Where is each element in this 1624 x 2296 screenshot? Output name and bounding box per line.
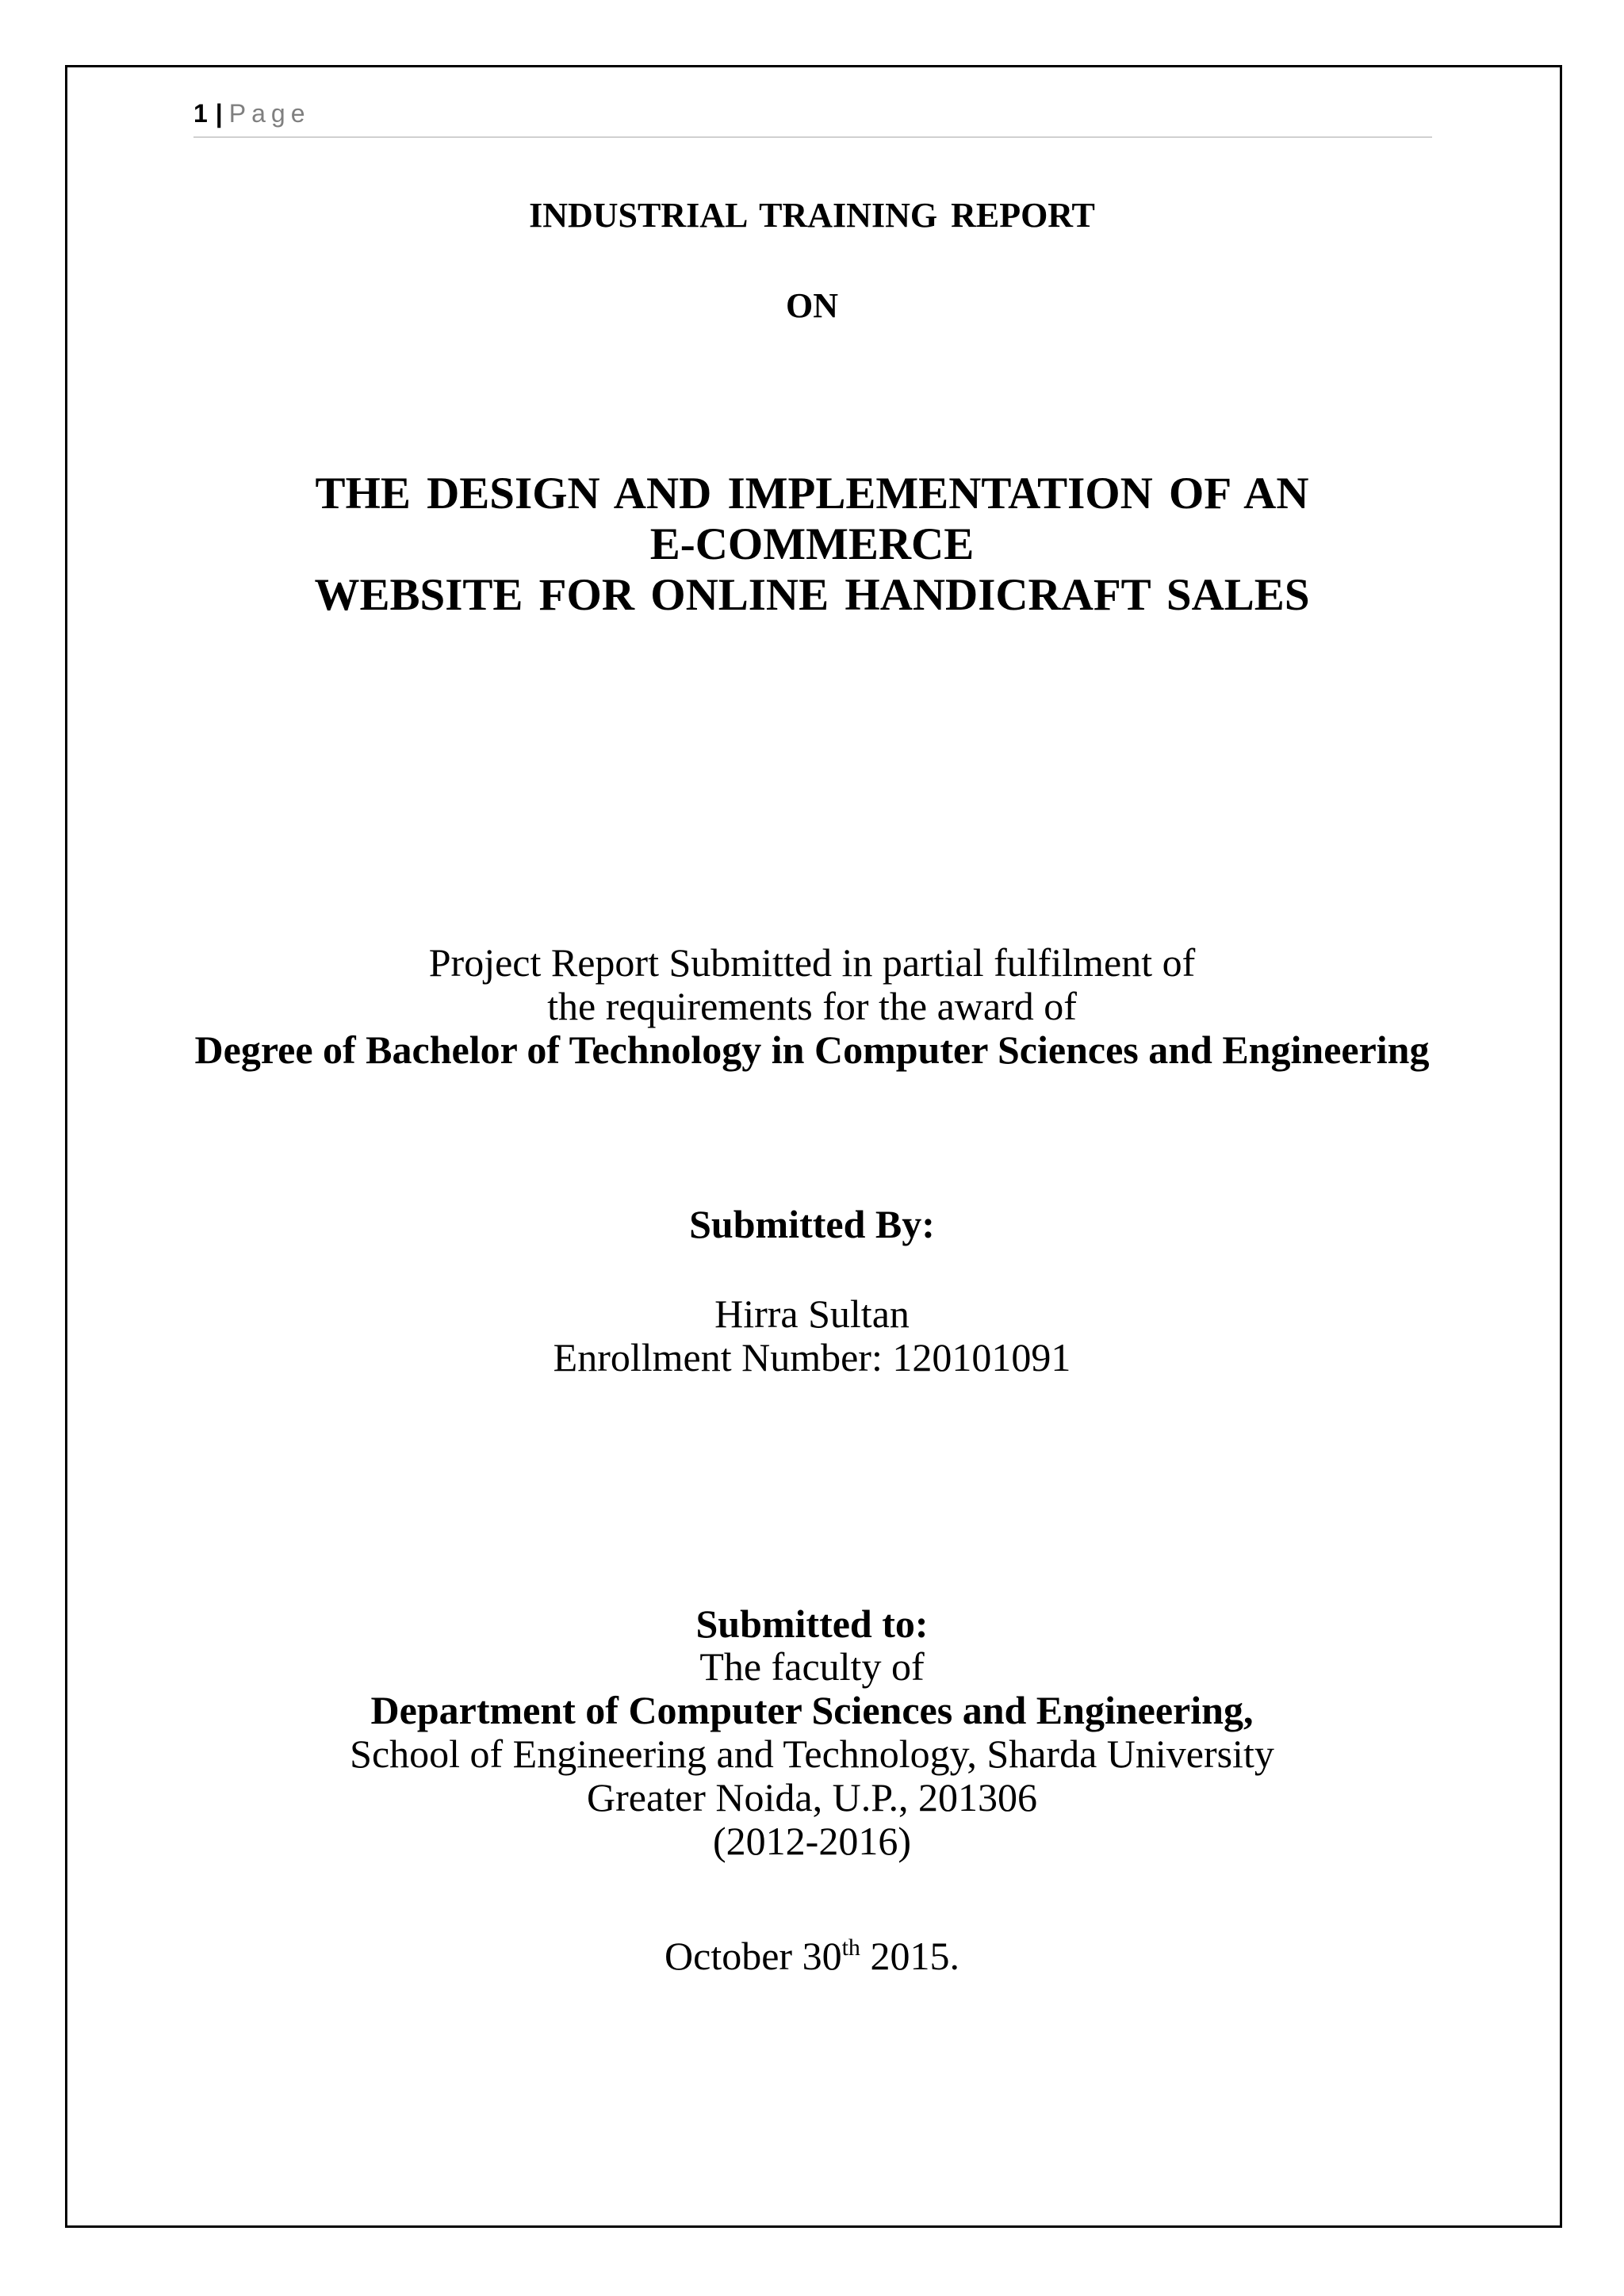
page-border [65, 65, 1562, 2228]
school-location: Greater Noida, U.P., 201306 [587, 1775, 1037, 1820]
student-name: Hirra Sultan [714, 1292, 910, 1336]
page-label: Page [228, 99, 311, 128]
submission-note-line-2: the requirements for the award of [547, 984, 1077, 1028]
project-title-line-2: E-COMMERCE [649, 519, 975, 569]
project-title-line-3: WEBSITE FOR ONLINE HANDICRAFT SALES [314, 570, 1310, 620]
submission-date [0, 1933, 1624, 1979]
report-title-on: ON [786, 286, 838, 325]
submitted-by-heading: Submitted By: [689, 1202, 935, 1246]
page-number: 1 [193, 99, 208, 128]
enrollment-number: Enrollment Number: 120101091 [553, 1335, 1071, 1380]
submission-note-line-1: Project Report Submitted in partial fulfilment of [428, 940, 1196, 985]
date-year: 2015. [860, 1934, 959, 1978]
report-title: INDUSTRIAL TRAINING REPORT [529, 196, 1095, 235]
date-prefix: October 30 [665, 1934, 842, 1978]
submitted-to-heading: Submitted to: [695, 1601, 929, 1646]
school-name: School of Engineering and Technology, Sharda University [350, 1732, 1274, 1776]
department-name: Department of Computer Sciences and Engineering, [370, 1688, 1254, 1732]
faculty-line: The faculty of [699, 1644, 925, 1689]
project-title-line-1: THE DESIGN AND IMPLEMENTATION OF AN [315, 469, 1309, 519]
header-separator: | [215, 99, 223, 128]
batch-years: (2012-2016) [713, 1819, 911, 1863]
date-ordinal-suffix: th [841, 1934, 860, 1961]
page-header [193, 94, 1432, 138]
degree-name: Degree of Bachelor of Technology in Computer Sciences and Engineering [194, 1027, 1430, 1072]
